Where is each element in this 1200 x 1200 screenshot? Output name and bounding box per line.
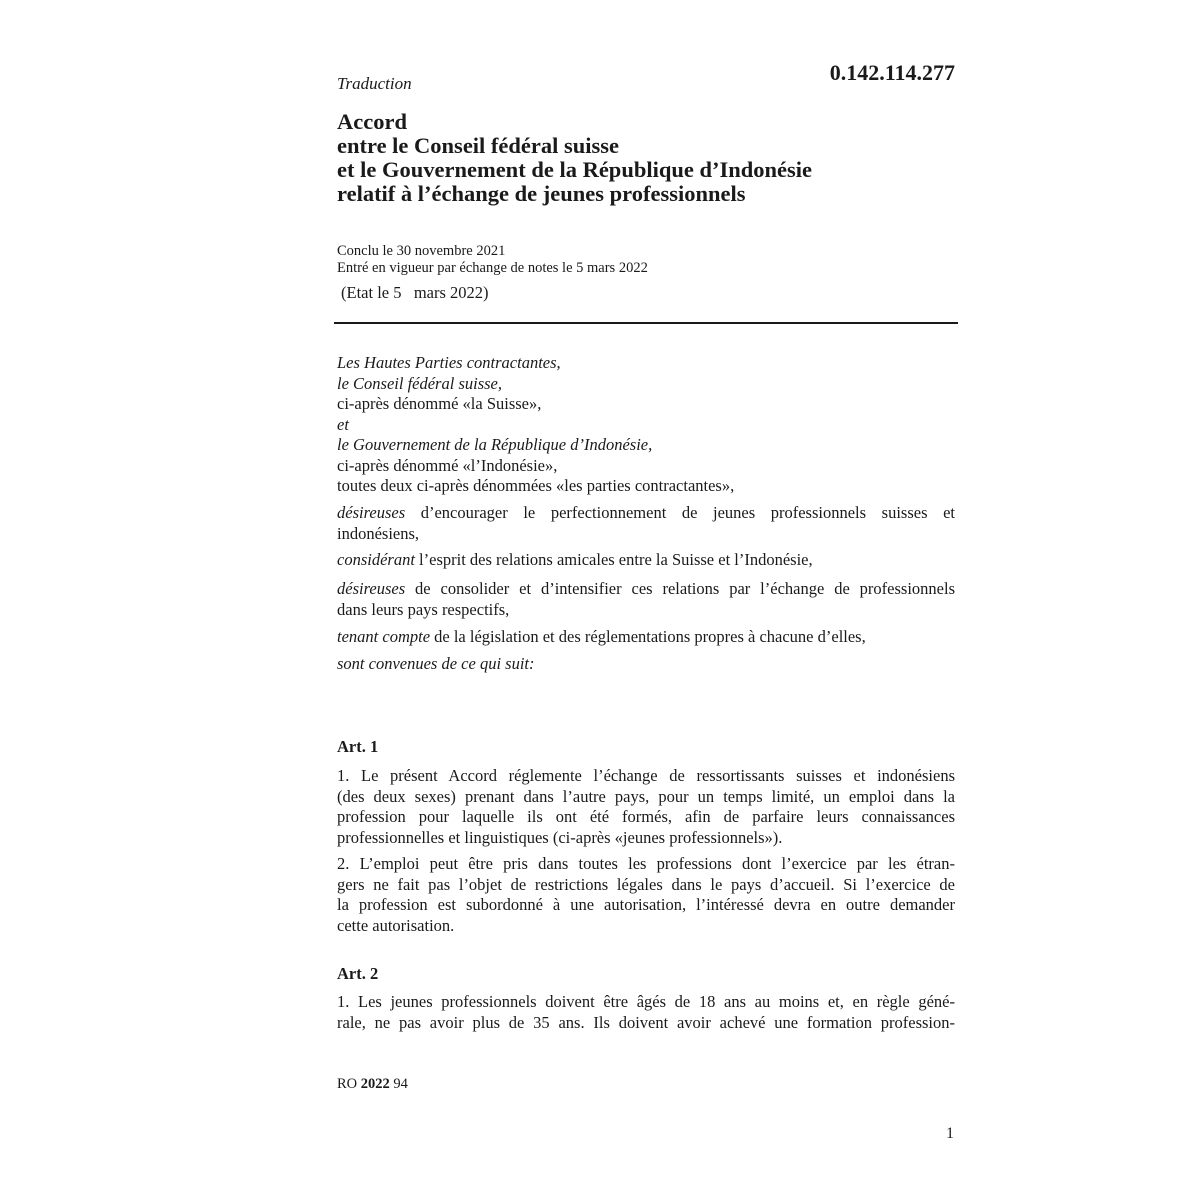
recital-3 xyxy=(337,579,955,620)
recital-keyword: désireuses xyxy=(337,503,406,522)
official-compilation-reference xyxy=(337,1076,408,1093)
document-title xyxy=(337,110,957,206)
article-1-paragraph-2 xyxy=(337,854,955,936)
recital-keyword: tenant compte xyxy=(337,627,431,646)
paragraph-line: 1. Le présent Accord réglemente l’échange de ressortissants suisses et indonésiens xyxy=(337,766,955,785)
parties-definition: toutes deux ci-après dénommées «les parties contractantes», xyxy=(337,476,735,495)
translation-label: Traduction xyxy=(337,74,412,93)
system-number: 0.142.114.277 xyxy=(829,60,955,85)
article-1-paragraph-1 xyxy=(337,766,955,848)
recital-4 xyxy=(337,627,955,648)
recital-keyword: désireuses xyxy=(337,579,406,598)
recital-text: l’esprit des relations amicales entre la Suisse et l’Indonésie, xyxy=(414,550,813,569)
paragraph-line: gers ne fait pas l’objet de restrictions légales dans le pays d’accueil. Si l’exercice de xyxy=(337,874,955,894)
title-line: relatif à l’échange de jeunes professionnels xyxy=(337,181,746,206)
paragraph-line: 2. L’emploi peut être pris dans toutes les professions dont l’exercice par les étran- xyxy=(337,854,955,873)
paragraph-line: rale, ne pas avoir plus de 35 ans. Ils doivent avoir achevé une formation profession- xyxy=(337,1012,955,1032)
recital-2 xyxy=(337,550,955,571)
ro-prefix: RO xyxy=(337,1076,361,1092)
preamble-conclusion xyxy=(337,654,955,675)
article-heading: Art. 1 xyxy=(337,737,379,756)
recital-text: d’encourager le perfectionnement de jeunes professionnels suisses et xyxy=(405,503,955,522)
preamble xyxy=(337,353,955,497)
status-date: (Etat le 5 mars 2022) xyxy=(341,283,489,302)
recital-text: de consolider et d’intensifier ces relations par l’échange de professionnels xyxy=(405,579,955,598)
parties-line: Les Hautes Parties contractantes, xyxy=(337,353,561,372)
recital-line xyxy=(337,627,955,648)
recital-keyword: considérant xyxy=(337,550,415,569)
indonesie-definition: ci-après dénommé «l’Indonésie», xyxy=(337,455,558,475)
conclusion-line: sont convenues de ce qui suit: xyxy=(337,654,535,673)
recital-line xyxy=(337,579,955,600)
recital-line: dans leurs pays respectifs, xyxy=(337,599,510,619)
suisse-definition: ci-après dénommé «la Suisse», xyxy=(337,394,542,413)
entry-into-force: Entré en vigueur par échange de notes le 5 mars 2022 xyxy=(337,260,648,276)
ro-number: 94 xyxy=(389,1076,408,1092)
paragraph-line: la profession est subordonné à une autorisation, l’intéressé devra en outre demander xyxy=(337,895,955,914)
article-heading: Art. 2 xyxy=(337,964,379,983)
paragraph-line: profession pour laquelle ils ont été formés, afin de parfaire leurs connaissances xyxy=(337,807,955,826)
paragraph-line: cette autorisation. xyxy=(337,915,455,935)
title-line: entre le Conseil fédéral suisse xyxy=(337,133,620,158)
paragraph-line: 1. Les jeunes professionnels doivent être âgés de 18 ans au moins et, en règle géné- xyxy=(337,992,955,1011)
paragraph-line: professionnelles et linguistiques (ci-après «jeunes professionnels»). xyxy=(337,827,783,847)
header-divider xyxy=(334,322,958,324)
gouvernement-line: le Gouvernement de la République d’Indonésie, xyxy=(337,435,653,454)
conseil-line: le Conseil fédéral suisse, xyxy=(337,373,502,393)
recital-line xyxy=(337,503,955,524)
article-2-paragraph-1 xyxy=(337,992,955,1033)
ro-year: 2022 xyxy=(360,1076,390,1092)
recital-line xyxy=(337,550,955,571)
recital-text: de la législation et des réglementations propres à chacune d’elles, xyxy=(430,627,866,646)
recital-line: indonésiens, xyxy=(337,523,420,543)
conclusion-date: Conclu le 30 novembre 2021 xyxy=(337,243,506,259)
paragraph-line: (des deux sexes) prenant dans l’autre pays, pour un temps limité, un emploi dans la xyxy=(337,786,955,806)
title-line: Accord xyxy=(337,109,407,134)
page-number: 1 xyxy=(946,1125,954,1142)
et-line: et xyxy=(337,414,349,434)
recital-1 xyxy=(337,503,955,544)
title-line: et le Gouvernement de la République d’Indonésie xyxy=(337,157,813,182)
